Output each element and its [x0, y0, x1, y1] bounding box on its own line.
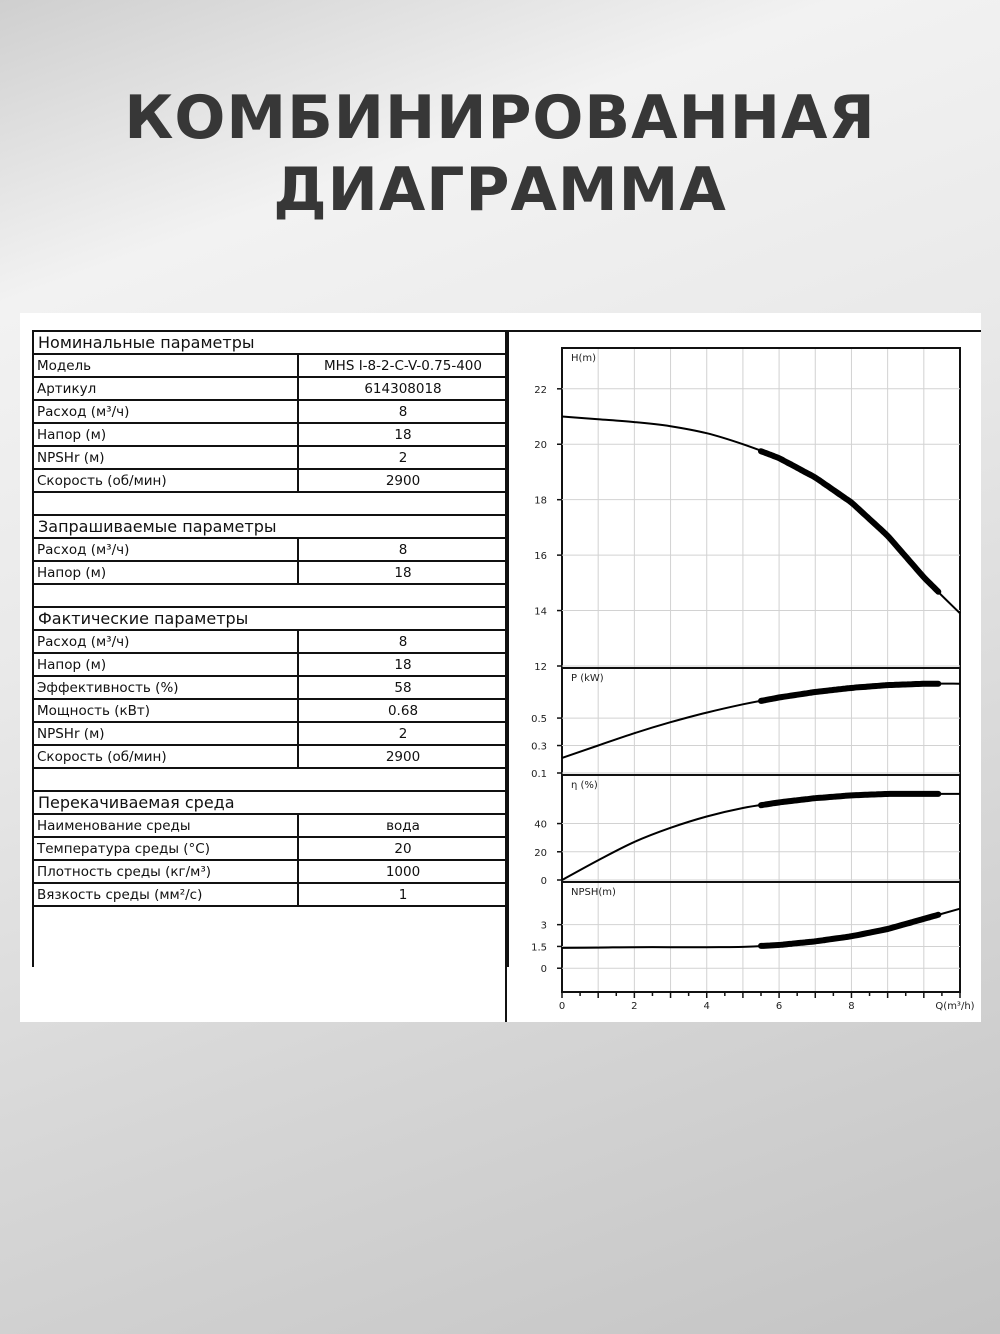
table-row: [33, 469, 508, 492]
operating-range-segment: [761, 451, 938, 592]
section-header-row: [33, 791, 508, 814]
y-tick-label: 16: [534, 551, 547, 563]
series-line: [562, 684, 960, 758]
table-row: [33, 446, 508, 469]
x-tick-label: 0: [558, 1001, 566, 1012]
param-value: вода: [298, 814, 508, 837]
operating-range-segment: [761, 915, 938, 946]
section-title: Номинальные параметры: [33, 331, 508, 354]
param-value: 8: [298, 400, 508, 423]
param-label: Температура среды (°C): [33, 837, 298, 860]
param-value: 1: [298, 883, 508, 906]
y-tick-label: 20: [534, 440, 547, 452]
operating-range-segment: [761, 684, 938, 701]
parameters-table: [32, 330, 509, 967]
param-value: 614308018: [298, 377, 508, 400]
y-tick-label: 0.1: [531, 769, 547, 780]
param-label: Артикул: [33, 377, 298, 400]
y-tick-label: 14: [534, 606, 547, 618]
param-value: 58: [298, 676, 508, 699]
section-header-row: [33, 331, 508, 354]
spacer-row: [33, 584, 508, 607]
x-axis-label: Q(m³/h): [935, 1001, 975, 1012]
param-label: Расход (м³/ч): [33, 630, 298, 653]
y-tick-label: 1.5: [531, 942, 547, 954]
param-value: 18: [298, 423, 508, 446]
table-row: [33, 423, 508, 446]
table-row: [33, 837, 508, 860]
x-tick-label: 8: [848, 1001, 855, 1012]
series-line: [562, 417, 960, 614]
section-title: Фактические параметры: [33, 607, 508, 630]
param-value: 1000: [298, 860, 508, 883]
y-tick-label: 18: [534, 495, 547, 507]
table-row: [33, 561, 508, 584]
param-label: Скорость (об/мин): [33, 745, 298, 768]
table-row: [33, 814, 508, 837]
param-value: 2900: [298, 745, 508, 768]
param-value: 8: [298, 630, 508, 653]
panel-label: P (kW): [571, 673, 604, 684]
param-label: Вязкость среды (мм²/с): [33, 883, 298, 906]
heading-line-2: ДИАГРАММА: [273, 155, 727, 225]
param-value: 2: [298, 446, 508, 469]
x-tick-label: 2: [631, 1001, 638, 1012]
y-tick-label: 22: [534, 384, 547, 396]
page-heading: [0, 82, 1000, 226]
table-row: [33, 745, 508, 768]
y-tick-label: 20: [534, 847, 547, 859]
spacer-row: [33, 492, 508, 515]
param-label: Расход (м³/ч): [33, 400, 298, 423]
param-value: 18: [298, 653, 508, 676]
param-value: 18: [298, 561, 508, 584]
panel-label: H(m): [571, 353, 597, 364]
table-row: [33, 630, 508, 653]
param-label: Наименование среды: [33, 814, 298, 837]
table-row: [33, 377, 508, 400]
y-tick-label: 0.3: [531, 741, 547, 753]
y-tick-label: 0: [540, 876, 547, 887]
spacer-cell: [33, 492, 508, 515]
x-tick-label: 4: [703, 1001, 710, 1012]
table-row: [33, 699, 508, 722]
table-row: [33, 653, 508, 676]
heading-line-1: КОМБИНИРОВАННАЯ: [124, 83, 876, 153]
spacer-cell: [33, 768, 508, 791]
y-tick-label: 0: [540, 964, 547, 976]
table-row: [33, 883, 508, 906]
table-row: [33, 400, 508, 423]
datasheet: [20, 313, 981, 1022]
spacer-row: [33, 768, 508, 791]
param-label: Эффективность (%): [33, 676, 298, 699]
param-label: Напор (м): [33, 561, 298, 584]
param-label: Мощность (кВт): [33, 699, 298, 722]
param-label: Напор (м): [33, 423, 298, 446]
spacer-cell: [33, 906, 508, 967]
param-label: Скорость (об/мин): [33, 469, 298, 492]
section-title: Перекачиваемая среда: [33, 791, 508, 814]
section-header-row: [33, 515, 508, 538]
param-label: Напор (м): [33, 653, 298, 676]
table-row: [33, 722, 508, 745]
spacer-row: [33, 906, 508, 967]
param-value: 20: [298, 837, 508, 860]
param-label: Плотность среды (кг/м³): [33, 860, 298, 883]
param-label: NPSHr (м): [33, 722, 298, 745]
table-row: [33, 354, 508, 377]
table-row: [33, 676, 508, 699]
table-row: [33, 860, 508, 883]
section-header-row: [33, 607, 508, 630]
panel-label: NPSH(m): [571, 887, 616, 898]
table-row: [33, 538, 508, 561]
param-value: 2900: [298, 469, 508, 492]
spacer-cell: [33, 584, 508, 607]
param-label: NPSHr (м): [33, 446, 298, 469]
param-value: 8: [298, 538, 508, 561]
y-tick-label: 40: [534, 819, 547, 831]
operating-range-segment: [761, 794, 938, 805]
y-tick-label: 12: [534, 662, 547, 673]
param-value: MHS I-8-2-C-V-0.75-400: [298, 354, 508, 377]
y-tick-label: 3: [540, 920, 547, 932]
y-tick-label: 0.5: [531, 714, 547, 726]
panel-label: η (%): [571, 780, 598, 791]
param-label: Модель: [33, 354, 298, 377]
param-label: Расход (м³/ч): [33, 538, 298, 561]
param-value: 0.68: [298, 699, 508, 722]
section-title: Запрашиваемые параметры: [33, 515, 508, 538]
performance-curves-chart: [507, 332, 979, 1022]
param-value: 2: [298, 722, 508, 745]
x-tick-label: 6: [775, 1001, 783, 1012]
